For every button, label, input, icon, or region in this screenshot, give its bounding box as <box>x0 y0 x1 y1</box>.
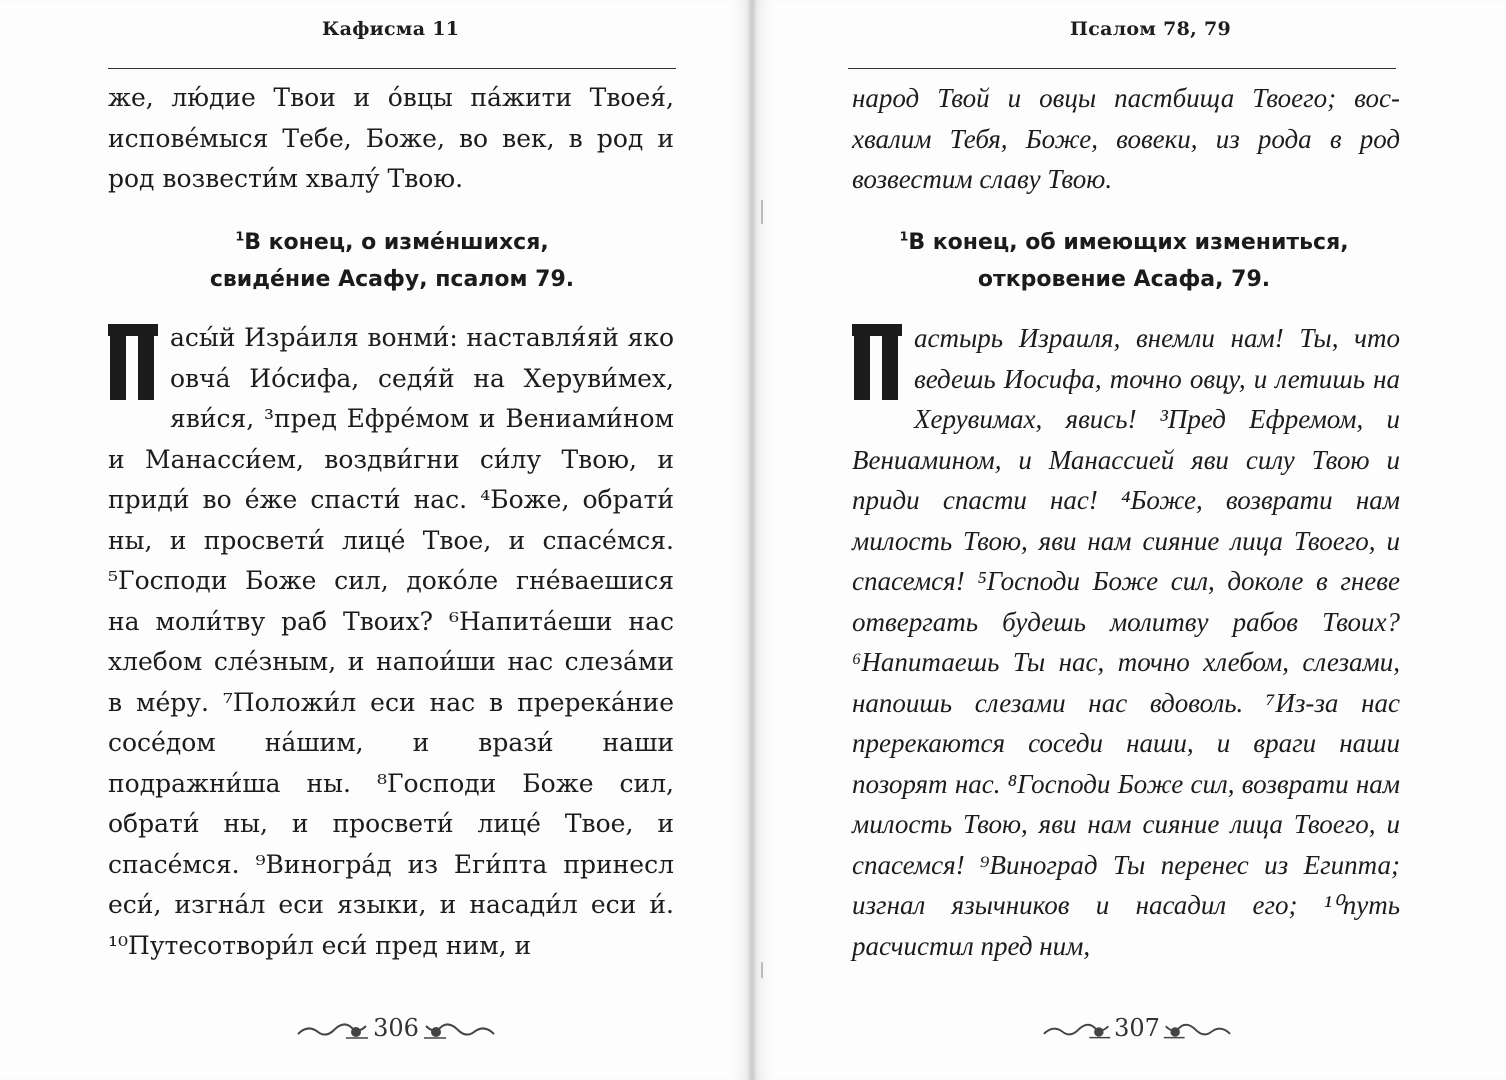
heading-line: откровение Асафа, 79. <box>977 267 1271 292</box>
running-head: Кафисма 11 <box>322 18 460 40</box>
right-page <box>752 0 1506 1080</box>
book-gutter <box>748 0 756 1080</box>
gutter-mark <box>761 200 763 224</box>
continued-text <box>108 78 674 200</box>
psalm-text <box>852 318 1400 966</box>
running-head: Псалом 78, 79 <box>1070 18 1232 40</box>
left-page <box>0 0 752 1080</box>
psalm-heading <box>108 224 676 298</box>
text-line: испове́мыся Тебе, Боже, во век, в род и <box>108 123 674 153</box>
text-line: хвалим Тебя, Боже, вовеки, из рода в род <box>852 123 1400 154</box>
heading-line: В конец, о изме́ншихся, <box>244 230 549 255</box>
text-line: род возвести́м хвалу́ Твою. <box>108 164 464 193</box>
text-line: возвестим славу Твою. <box>852 164 1113 194</box>
verse-number: 1 <box>899 229 909 245</box>
page-number: 307 <box>1114 1014 1160 1042</box>
page-number: 306 <box>373 1014 419 1042</box>
gutter-mark <box>761 962 763 978</box>
heading-line: свиде́ние Асафу, псалом 79. <box>209 267 575 292</box>
psalm-body: асы́й Изра́иля вонми́: наставля́яй яко овча́ Ио́сифа, седя́й на Херуви́мех, яви́ся, ³пред Ефре́мом и Вениами́ном и Манасси́ем, воздви́гни си́лу Твою, и приди́ во е́же спасти́ нас. ⁴Боже, обрати́ ны, и просвети́ лице́ Твое, и спасе́мся. ⁵Господи Боже сил, доко́ле гне́ваешися на моли́тву раб Твоих? ⁶Напита́еши нас хлебом сле́зным, и напои́ши нас слеза́ми в ме́ру. ⁷Положи́л еси нас в пререка́ние сосе́дом на́шим, и врази́ наши подражни́ша ны. ⁸Господи Боже сил, обрати́ ны, и просвети́ лице́ Твое, и спасе́мся. ⁹Виногра́д из Еги́пта принесл еси́, изгна́л еси языки, и насади́л еси и́. ¹⁰Путесотвори́л еси́ пред ним, и <box>108 323 674 960</box>
heading-line: В конец, об имеющих измениться, <box>908 230 1349 255</box>
psalm-text <box>108 318 674 966</box>
page-footer <box>1042 1008 1232 1058</box>
header-rule <box>848 68 1396 69</box>
text-line: же, лю́дие Твои и о́вцы па́жити Твоея́, <box>108 83 674 112</box>
continued-text <box>852 78 1400 200</box>
page-footer <box>296 1008 496 1058</box>
header-rule <box>108 68 676 69</box>
psalm-heading <box>848 224 1400 298</box>
text-line: народ Твой и овцы пастбища Твоего; вос- <box>852 83 1400 113</box>
drop-cap <box>108 324 158 400</box>
ornament-icon <box>1160 1016 1232 1046</box>
psalm-body: астырь Израиля, внемли нам! Ты, что ведешь Иосифа, точно овцу, и летишь на Херувимах, явись! ³Пред Ефремом, и Вениамином, и Манассией яви силу Твою и приди спасти нас! ⁴Боже, возврати нам милость Твою, яви нам сияние лица Твоего, и спасемся! ⁵Господи Боже сил, доколе в гневе отвергать будешь молитву рабов Твоих? ⁶Напитаешь Ты нас, точно хлебом, слезами, напоишь слезами нас вдоволь. ⁷Из-за нас пререкаются соседи наши, и враги наши позорят нас. ⁸Господи Боже сил, возврати нам милость Твою, яви нам сияние лица Твоего, и спасемся! ⁹Виноград Ты перенес из Египта; изгнал язычников и насадил его; ¹⁰путь расчистил пред ним, <box>852 323 1400 961</box>
ornament-icon <box>420 1016 496 1046</box>
verse-number: 1 <box>235 229 245 245</box>
drop-cap <box>852 324 902 400</box>
